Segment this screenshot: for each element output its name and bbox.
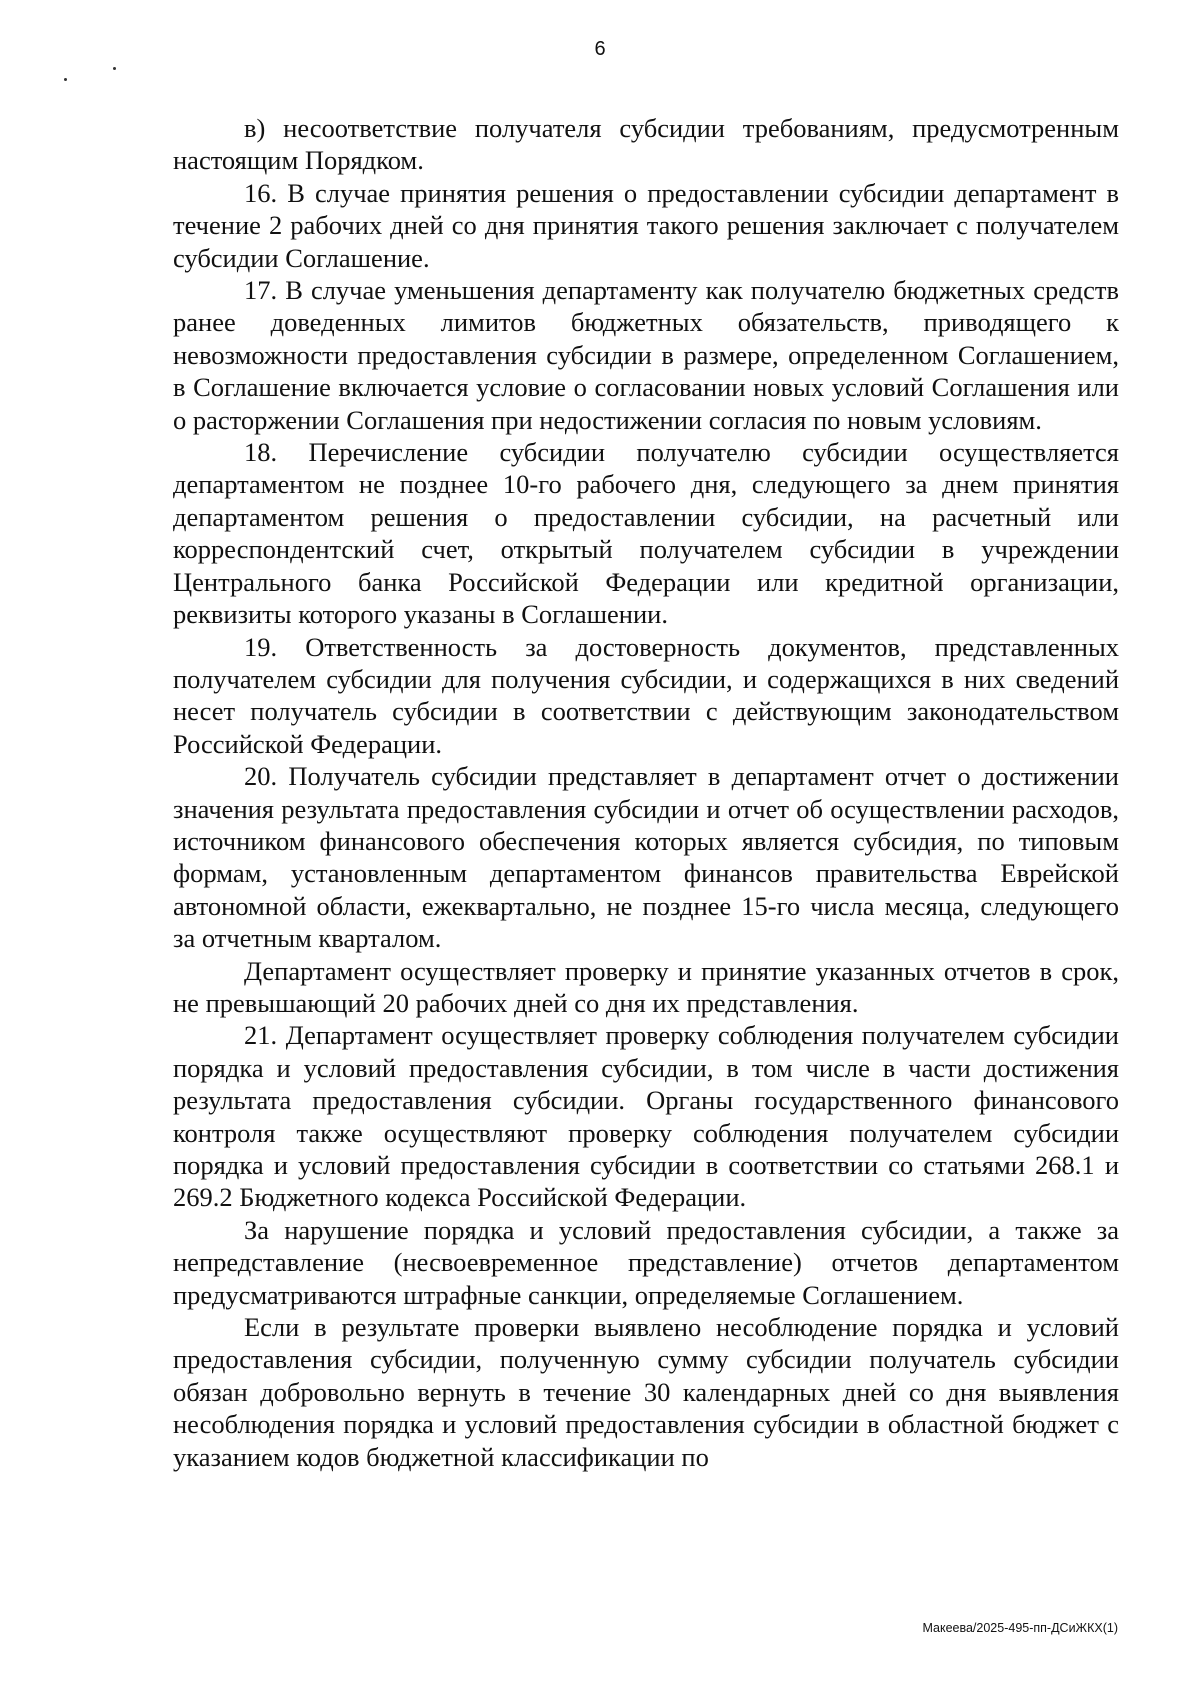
paragraph-20-continued: Департамент осуществляет проверку и принятие указанных отчетов в срок, не превышающий 20 рабочих дней со дня их представления. <box>173 955 1119 1018</box>
paragraph-21-sanctions: За нарушение порядка и условий предоставления субсидии, а также за непредставление (несвоевременное представление) отчетов департаментом предусматриваются штрафные санкции, определяемые Соглашением. <box>173 1214 1119 1310</box>
paragraph-19: 19. Ответственность за достоверность документов, представленных получателем субсидии для получения субсидии, и содержащихся в них сведений несет получатель субсидии в соответствии с действующим законодательством Российской Федерации. <box>173 631 1119 759</box>
scan-speck <box>64 78 67 81</box>
page-number: 6 <box>594 38 606 60</box>
paragraph-16: 16. В случае принятия решения о предоставлении субсидии департамент в течение 2 рабочих дней со дня принятия такого решения заключает с получателем субсидии Соглашение. <box>173 177 1119 273</box>
paragraph-18: 18. Перечисление субсидии получателю субсидии осуществляется департаментом не позднее 10-го рабочего дня, следующего за днем принятия департаментом решения о предоставлении субсидии, на расчетный или корреспондентский счет, открытый получателем субсидии в учреждении Центрального банка Российской Федерации или кредитной организации, реквизиты которого указаны в Соглашении. <box>173 437 1119 630</box>
paragraph-21-refund: Если в результате проверки выявлено несоблюдение порядка и условий предоставления субсидии, полученную сумму субсидии получатель субсидии обязан добровольно вернуть в течение 30 календарных дней со дня выявления несоблюдения порядка и условий предоставления субсидии в областной бюджет с указанием кодов бюджетной классификации по <box>173 1312 1119 1472</box>
document-body <box>173 112 1119 1473</box>
scan-speck <box>113 67 116 70</box>
paragraph-17: 17. В случае уменьшения департаменту как получателю бюджетных средств ранее доведенных лимитов бюджетных обязательств, приводящего к невозможности предоставления субсидии в размере, определенном Соглашением, в Соглашение включается условие о согласовании новых условий Соглашения или о расторжении Соглашения при недостижении согласия по новым условиям. <box>173 275 1119 435</box>
paragraph-item-v: в) несоответствие получателя субсидии требованиям, предусмотренным настоящим Порядком. <box>173 113 1119 176</box>
document-footer-code: Макеева/2025-495-пп-ДСиЖКХ(1) <box>922 1621 1118 1635</box>
paragraph-20: 20. Получатель субсидии представляет в департамент отчет о достижении значения результата предоставления субсидии и отчет об осуществлении расходов, источником финансового обеспечения которых является субсидия, по типовым формам, установленным департаментом финансов правительства Еврейской автономной области, ежеквартально, не позднее 15-го числа месяца, следующего за отчетным кварталом. <box>173 761 1119 954</box>
paragraph-21: 21. Департамент осуществляет проверку соблюдения получателем субсидии порядка и условий предоставления субсидии, в том числе в части достижения результата предоставления субсидии. Органы государственного финансового контроля также осуществляют проверку соблюдения получателем субсидии порядка и условий предоставления субсидии в соответствии со статьями 268.1 и 269.2 Бюджетного кодекса Российской Федерации. <box>173 1020 1119 1213</box>
